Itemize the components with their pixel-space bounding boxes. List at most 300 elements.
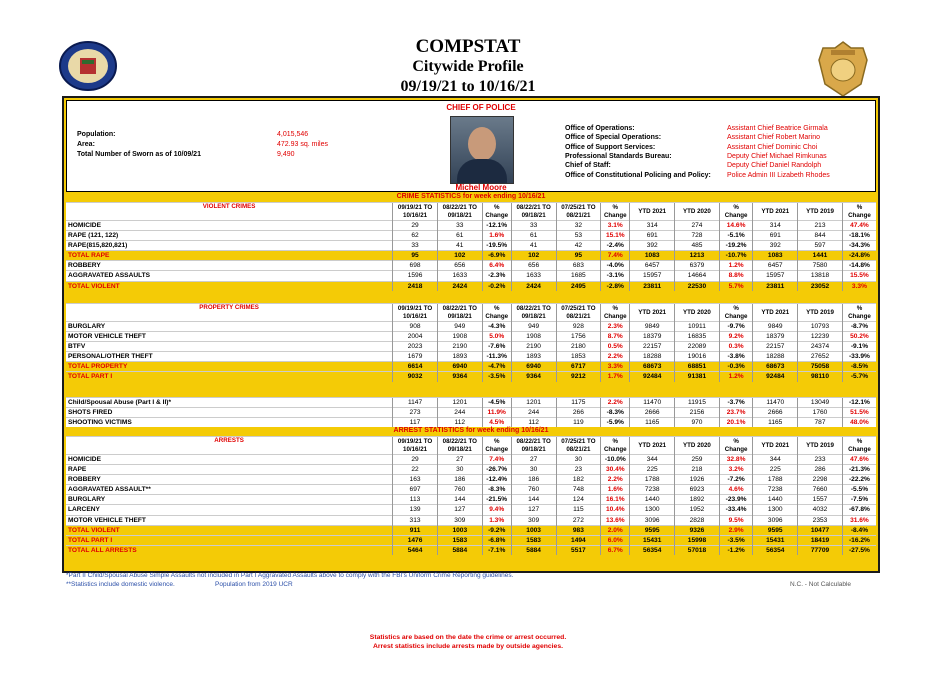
- table-cell: 1893: [511, 352, 556, 362]
- table-cell: -3.1%: [601, 271, 630, 281]
- table-cell: 9364: [511, 372, 556, 382]
- row-label: TOTAL ALL ARRESTS: [66, 545, 393, 555]
- table-cell: -7.1%: [482, 545, 511, 555]
- table-cell: 5464: [393, 545, 438, 555]
- table-cell: 1908: [511, 332, 556, 342]
- table-cell: 2.2%: [601, 352, 630, 362]
- table-cell: 9032: [393, 372, 438, 382]
- page-subtitle: Citywide Profile: [412, 58, 524, 75]
- row-label: LARCENY: [66, 505, 393, 515]
- table-cell: 1083: [753, 251, 798, 261]
- table-row: [66, 455, 876, 465]
- column-header: YTD 2021: [753, 304, 798, 322]
- table-cell: 1557: [798, 495, 843, 505]
- table-cell: -34.3%: [842, 241, 876, 251]
- column-header: 08/22/21 TO 09/18/21: [511, 203, 556, 221]
- table-row: [66, 281, 876, 291]
- table-cell: 127: [437, 505, 482, 515]
- table-cell: 9326: [675, 525, 720, 535]
- table-cell: 392: [630, 241, 675, 251]
- table-cell: 23811: [753, 281, 798, 291]
- table-cell: 309: [511, 515, 556, 525]
- table-cell: 2004: [393, 332, 438, 342]
- table-cell: 18288: [753, 352, 798, 362]
- table-cell: 41: [511, 241, 556, 251]
- staff-label: Office of Operations:: [565, 125, 635, 132]
- table-cell: -5.7%: [842, 372, 876, 382]
- table-cell: 1853: [556, 352, 601, 362]
- table-cell: 1679: [393, 352, 438, 362]
- area-value: 472.93 sq. miles: [277, 141, 328, 148]
- staff-label: Office of Special Operations:: [565, 134, 662, 142]
- table-cell: 14664: [675, 271, 720, 281]
- table-cell: 1.2%: [719, 372, 753, 382]
- bottom-note-2: Arrest statistics include arrests made by outside agencies.: [372, 643, 563, 650]
- column-header: 08/22/21 TO 09/18/21: [437, 437, 482, 455]
- column-header: % Change: [482, 203, 511, 221]
- table-cell: 2424: [511, 281, 556, 291]
- table-cell: -8.3%: [482, 485, 511, 495]
- table-cell: -33.9%: [842, 352, 876, 362]
- table-cell: 3.3%: [842, 281, 876, 291]
- table-cell: 683: [556, 261, 601, 271]
- column-header: YTD 2021: [630, 437, 675, 455]
- row-label: RAPE: [66, 465, 393, 475]
- table-cell: 18379: [753, 332, 798, 342]
- table-cell: 144: [511, 495, 556, 505]
- table-cell: 41: [437, 241, 482, 251]
- table-cell: 1583: [511, 535, 556, 545]
- table-cell: 3.1%: [601, 221, 630, 231]
- table-cell: 22157: [753, 342, 798, 352]
- table-cell: 1952: [675, 505, 720, 515]
- table-cell: -6.8%: [482, 535, 511, 545]
- column-header: % Change: [719, 437, 753, 455]
- info-panel: [66, 100, 876, 192]
- table-cell: 1441: [798, 251, 843, 261]
- table-cell: 29: [393, 221, 438, 231]
- table-cell: 1893: [437, 352, 482, 362]
- row-label: BTFV: [66, 342, 393, 352]
- table-cell: 9.2%: [719, 332, 753, 342]
- table-cell: 2495: [556, 281, 601, 291]
- table-cell: 127: [511, 505, 556, 515]
- table-cell: 1583: [437, 535, 482, 545]
- table-cell: -21.5%: [482, 495, 511, 505]
- table-cell: 2190: [437, 342, 482, 352]
- table-cell: 309: [437, 515, 482, 525]
- column-header: 09/19/21 TO 10/16/21: [393, 437, 438, 455]
- table-cell: -0.2%: [482, 281, 511, 291]
- table-cell: 6457: [630, 261, 675, 271]
- table-cell: 30: [556, 455, 601, 465]
- row-label: TOTAL VIOLENT: [66, 525, 393, 535]
- column-header: % Change: [482, 437, 511, 455]
- table-cell: 949: [437, 322, 482, 332]
- table-cell: -26.7%: [482, 465, 511, 475]
- row-label: TOTAL RAPE: [66, 251, 393, 261]
- table-cell: 2190: [511, 342, 556, 352]
- table-cell: 13818: [798, 271, 843, 281]
- table-cell: 32: [556, 221, 601, 231]
- table-cell: -67.8%: [842, 505, 876, 515]
- table-cell: -7.6%: [482, 342, 511, 352]
- table-cell: 113: [393, 495, 438, 505]
- table-cell: 7238: [630, 485, 675, 495]
- table-cell: -4.0%: [601, 261, 630, 271]
- table-cell: 1003: [511, 525, 556, 535]
- table-cell: 6923: [675, 485, 720, 495]
- table-cell: 11915: [675, 398, 720, 408]
- section-title: ARRESTS: [66, 437, 393, 455]
- staff-name: Police Admin III Lizabeth Rhodes: [727, 171, 830, 179]
- property-crimes-table: [66, 303, 876, 382]
- table-cell: 1494: [556, 535, 601, 545]
- table-cell: 9212: [556, 372, 601, 382]
- table-cell: 691: [753, 231, 798, 241]
- column-header: 08/22/21 TO 09/18/21: [511, 437, 556, 455]
- column-header: % Change: [482, 304, 511, 322]
- table-cell: 7580: [798, 261, 843, 271]
- table-cell: 13049: [798, 398, 843, 408]
- table-cell: 691: [630, 231, 675, 241]
- table-cell: -7.2%: [719, 475, 753, 485]
- table-cell: 1685: [556, 271, 601, 281]
- violent-crimes-table: [66, 202, 876, 291]
- table-row: [66, 525, 876, 535]
- row-label: Child/Spousal Abuse (Part I & II)*: [66, 398, 393, 408]
- column-header: 08/22/21 TO 09/18/21: [437, 203, 482, 221]
- staff-name: Assistant Chief Robert Marino: [727, 134, 820, 142]
- table-cell: -3.5%: [482, 372, 511, 382]
- table-cell: 22: [393, 465, 438, 475]
- staff-label: Professional Standards Bureau:: [565, 152, 672, 160]
- table-cell: 144: [437, 495, 482, 505]
- staff-name: Assistant Chief Dominic Choi: [727, 143, 818, 151]
- table-cell: 9.4%: [482, 505, 511, 515]
- table-cell: 274: [675, 221, 720, 231]
- table-cell: 56354: [753, 545, 798, 555]
- table-cell: 6940: [437, 362, 482, 372]
- column-header: YTD 2021: [753, 437, 798, 455]
- table-cell: 15431: [753, 535, 798, 545]
- table-row: [66, 545, 876, 555]
- table-cell: 10477: [798, 525, 843, 535]
- row-label: RAPE (121, 122): [66, 231, 393, 241]
- table-cell: -12.1%: [482, 221, 511, 231]
- table-cell: 22530: [675, 281, 720, 291]
- column-header: 08/22/21 TO 09/18/21: [437, 304, 482, 322]
- row-label: BURGLARY: [66, 495, 393, 505]
- column-header: % Change: [601, 203, 630, 221]
- arrests-table: [66, 436, 876, 555]
- table-row: [66, 231, 876, 241]
- table-cell: 218: [675, 465, 720, 475]
- table-row: [66, 372, 876, 382]
- table-cell: 1788: [630, 475, 675, 485]
- table-cell: 75058: [798, 362, 843, 372]
- table-cell: 728: [675, 231, 720, 241]
- staff-label: Office of Support Services:: [565, 143, 656, 151]
- table-cell: 92484: [753, 372, 798, 382]
- table-cell: 9.5%: [719, 515, 753, 525]
- table-cell: 33: [393, 241, 438, 251]
- table-cell: -8.4%: [842, 525, 876, 535]
- table-cell: 32.8%: [719, 455, 753, 465]
- table-cell: 15.1%: [601, 231, 630, 241]
- table-cell: 13.6%: [601, 515, 630, 525]
- table-cell: 11470: [753, 398, 798, 408]
- table-cell: 787: [798, 418, 843, 428]
- column-header: % Change: [842, 203, 876, 221]
- table-cell: -19.2%: [719, 241, 753, 251]
- table-cell: 2424: [437, 281, 482, 291]
- table-cell: 266: [556, 408, 601, 418]
- table-cell: -2.3%: [482, 271, 511, 281]
- table-cell: 27: [437, 455, 482, 465]
- footnote-3: Population from 2019 UCR: [215, 581, 293, 588]
- table-cell: 908: [393, 322, 438, 332]
- table-cell: 1083: [630, 251, 675, 261]
- column-header: YTD 2019: [798, 203, 843, 221]
- row-label: PERSONAL/OTHER THEFT: [66, 352, 393, 362]
- table-cell: 2023: [393, 342, 438, 352]
- table-cell: 1165: [753, 418, 798, 428]
- table-cell: 186: [511, 475, 556, 485]
- row-label: HOMICIDE: [66, 455, 393, 465]
- row-label: TOTAL PART I: [66, 535, 393, 545]
- table-cell: -9.1%: [842, 342, 876, 352]
- table-cell: 1165: [630, 418, 675, 428]
- table-cell: 5884: [437, 545, 482, 555]
- row-label: HOMICIDE: [66, 221, 393, 231]
- table-cell: 53: [556, 231, 601, 241]
- table-cell: -4.3%: [482, 322, 511, 332]
- table-cell: -2.4%: [601, 241, 630, 251]
- table-cell: 244: [437, 408, 482, 418]
- date-range: 09/19/21 to 10/16/21: [400, 78, 536, 95]
- column-header: 07/25/21 TO 08/21/21: [556, 304, 601, 322]
- area-label: Area:: [77, 141, 95, 148]
- table-cell: 1003: [437, 525, 482, 535]
- table-cell: 6.0%: [601, 535, 630, 545]
- footnote-2: **Statistics include domestic violence.: [66, 581, 175, 588]
- row-label: TOTAL PROPERTY: [66, 362, 393, 372]
- table-cell: -5.1%: [719, 231, 753, 241]
- table-cell: 6.7%: [601, 545, 630, 555]
- row-label: SHOOTING VICTIMS: [66, 418, 393, 428]
- table-cell: 5.7%: [719, 281, 753, 291]
- table-cell: 1213: [675, 251, 720, 261]
- table-cell: 983: [556, 525, 601, 535]
- table-cell: 656: [511, 261, 556, 271]
- table-cell: 18419: [798, 535, 843, 545]
- table-cell: 9849: [753, 322, 798, 332]
- staff-label: Office of Constitutional Policing and Policy:: [565, 171, 711, 179]
- table-cell: 225: [753, 465, 798, 475]
- table-row: [66, 261, 876, 271]
- table-cell: 1440: [753, 495, 798, 505]
- table-cell: 9849: [630, 322, 675, 332]
- table-cell: 1.7%: [601, 372, 630, 382]
- table-cell: 1633: [437, 271, 482, 281]
- table-cell: 7238: [753, 485, 798, 495]
- table-cell: -22.2%: [842, 475, 876, 485]
- crime-stats-title: CRIME STATISTICS for week ending 10/16/21: [396, 193, 546, 200]
- table-cell: 286: [798, 465, 843, 475]
- table-cell: 2.9%: [719, 525, 753, 535]
- table-cell: -24.8%: [842, 251, 876, 261]
- table-cell: 2156: [675, 408, 720, 418]
- table-cell: 1201: [511, 398, 556, 408]
- table-header-row: [66, 437, 876, 455]
- column-header: 09/19/21 TO 10/16/21: [393, 203, 438, 221]
- table-cell: 233: [798, 455, 843, 465]
- table-cell: 9595: [753, 525, 798, 535]
- table-cell: 6940: [511, 362, 556, 372]
- table-cell: 0.5%: [601, 342, 630, 352]
- footnote-1: *Part II Child/Spousal Abuse Simple Assaults not included in Part I Aggravated Assaults above to comply with the FBI's Uniform Crime Reporting guidelines.: [66, 572, 514, 579]
- row-label: ROBBERY: [66, 475, 393, 485]
- footnote-nc: N.C. - Not Calculable: [790, 581, 852, 588]
- table-cell: 1175: [556, 398, 601, 408]
- table-cell: 1926: [675, 475, 720, 485]
- table-cell: 748: [556, 485, 601, 495]
- table-row: [66, 465, 876, 475]
- table-cell: 95: [393, 251, 438, 261]
- table-cell: -16.2%: [842, 535, 876, 545]
- row-label: MOTOR VEHICLE THEFT: [66, 515, 393, 525]
- table-cell: 10.4%: [601, 505, 630, 515]
- column-header: YTD 2020: [675, 437, 720, 455]
- table-cell: 68673: [630, 362, 675, 372]
- column-header: YTD 2021: [753, 203, 798, 221]
- table-cell: 9595: [630, 525, 675, 535]
- table-cell: -8.3%: [601, 408, 630, 418]
- column-header: % Change: [601, 304, 630, 322]
- table-cell: 1147: [393, 398, 438, 408]
- table-row: [66, 398, 876, 408]
- table-cell: 1756: [556, 332, 601, 342]
- table-cell: 6.4%: [482, 261, 511, 271]
- table-cell: -18.1%: [842, 231, 876, 241]
- population-value: 4,015,546: [277, 131, 309, 138]
- table-cell: 23052: [798, 281, 843, 291]
- column-header: YTD 2020: [675, 304, 720, 322]
- table-row: [66, 475, 876, 485]
- table-row: [66, 515, 876, 525]
- column-header: % Change: [719, 203, 753, 221]
- staff-label: Chief of Staff:: [565, 162, 611, 170]
- table-cell: 928: [556, 322, 601, 332]
- table-cell: 42: [556, 241, 601, 251]
- table-cell: 27652: [798, 352, 843, 362]
- column-header: YTD 2019: [798, 304, 843, 322]
- table-cell: -11.3%: [482, 352, 511, 362]
- table-cell: 844: [798, 231, 843, 241]
- table-cell: 91381: [675, 372, 720, 382]
- table-cell: 1892: [675, 495, 720, 505]
- table-cell: 697: [393, 485, 438, 495]
- table-cell: 2828: [675, 515, 720, 525]
- table-cell: 50.2%: [842, 332, 876, 342]
- table-cell: -19.5%: [482, 241, 511, 251]
- table-cell: 2666: [753, 408, 798, 418]
- table-cell: 4.5%: [482, 418, 511, 428]
- table-cell: -14.8%: [842, 261, 876, 271]
- sworn-value: 9,490: [277, 151, 295, 158]
- table-cell: 62: [393, 231, 438, 241]
- table-row: [66, 241, 876, 251]
- column-header: YTD 2021: [630, 304, 675, 322]
- table-cell: 48.0%: [842, 418, 876, 428]
- table-cell: -8.5%: [842, 362, 876, 372]
- table-cell: 15957: [630, 271, 675, 281]
- table-cell: -5.9%: [601, 418, 630, 428]
- table-row: [66, 408, 876, 418]
- table-row: [66, 322, 876, 332]
- column-header: % Change: [842, 437, 876, 455]
- table-cell: 33: [437, 221, 482, 231]
- table-cell: 259: [675, 455, 720, 465]
- table-cell: 10911: [675, 322, 720, 332]
- table-cell: 30.4%: [601, 465, 630, 475]
- table-cell: 5517: [556, 545, 601, 555]
- row-label: MOTOR VEHICLE THEFT: [66, 332, 393, 342]
- row-label: ROBBERY: [66, 261, 393, 271]
- table-cell: 112: [511, 418, 556, 428]
- table-cell: 1.2%: [719, 261, 753, 271]
- table-cell: 1300: [630, 505, 675, 515]
- table-cell: 8.7%: [601, 332, 630, 342]
- table-cell: 314: [753, 221, 798, 231]
- table-cell: -10.0%: [601, 455, 630, 465]
- row-label: AGGRAVATED ASSAULT**: [66, 485, 393, 495]
- table-cell: -9.2%: [482, 525, 511, 535]
- bottom-note-1: Statistics are based on the date the crime or arrest occurred.: [369, 634, 567, 641]
- table-cell: 970: [675, 418, 720, 428]
- table-cell: 698: [393, 261, 438, 271]
- table-cell: 2298: [798, 475, 843, 485]
- table-cell: 9364: [437, 372, 482, 382]
- table-cell: 3.3%: [601, 362, 630, 372]
- table-cell: 119: [556, 418, 601, 428]
- population-label: Population:: [77, 131, 116, 138]
- table-cell: -27.5%: [842, 545, 876, 555]
- table-cell: 92484: [630, 372, 675, 382]
- table-cell: 344: [753, 455, 798, 465]
- table-cell: 7.4%: [601, 251, 630, 261]
- table-cell: 6614: [393, 362, 438, 372]
- table-cell: 392: [753, 241, 798, 251]
- table-cell: 1.3%: [482, 515, 511, 525]
- table-cell: 656: [437, 261, 482, 271]
- table-cell: 19016: [675, 352, 720, 362]
- column-header: % Change: [719, 304, 753, 322]
- column-header: % Change: [601, 437, 630, 455]
- table-cell: 10793: [798, 322, 843, 332]
- table-cell: 7.4%: [482, 455, 511, 465]
- table-cell: -3.5%: [719, 535, 753, 545]
- table-cell: 344: [630, 455, 675, 465]
- table-cell: 23: [556, 465, 601, 475]
- table-cell: 5884: [511, 545, 556, 555]
- table-cell: 102: [511, 251, 556, 261]
- table-cell: 2.3%: [601, 322, 630, 332]
- table-row: [66, 251, 876, 261]
- table-cell: 6457: [753, 261, 798, 271]
- table-cell: 15431: [630, 535, 675, 545]
